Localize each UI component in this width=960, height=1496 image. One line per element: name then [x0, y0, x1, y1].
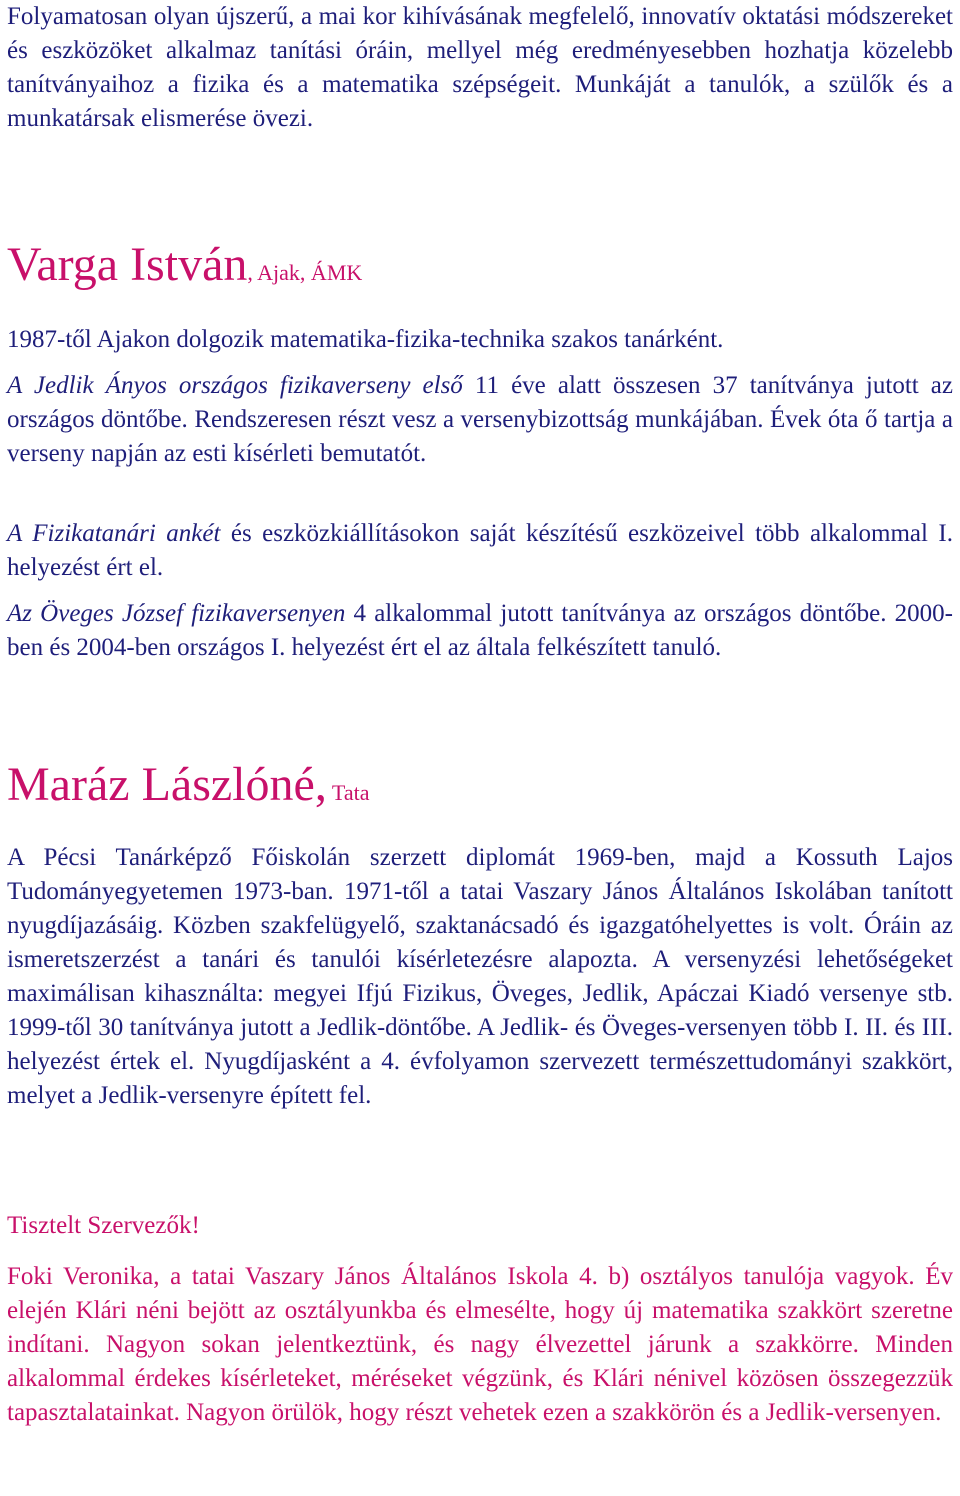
varga-paragraph-2	[7, 369, 953, 471]
jedlik-competition-name: A Jedlik Ányos országos fizikaverseny első	[7, 372, 463, 399]
fizikatanari-anket-name: A Fizikatanári ankét	[7, 520, 221, 547]
letter-body: Foki Veronika, a tatai Vaszary János Általános Iskola 4. b) osztályos tanulója vagyok. Év elején Klári néni bejött az osztályunkba és elmesélte, hogy új matematika szakkört szeretne indítani. Nagyon sokan jelentkeztünk, és nagy élvezettel járunk a szakkörre. Minden alkalommal érdekes kísérleteket, méréseket végzünk, és Klári nénivel közösen összegezzük tapasztalatainkat. Nagyon örülök, hogy részt vehetek ezen a szakkörön és a Jedlik-versenyen.	[7, 1263, 953, 1426]
oveges-competition-name: Az Öveges József fizikaversenyen	[7, 600, 346, 627]
maraz-heading	[7, 757, 369, 813]
maraz-location: Tata	[326, 780, 370, 805]
varga-paragraph-3-text: és eszközkiállításokon saját készítésű eszközeivel több alkalommal I. helyezést ért el.	[7, 520, 953, 581]
varga-name: Varga István	[7, 238, 248, 291]
intro-paragraph: Folyamatosan olyan újszerű, a mai kor kihívásának megfelelő, innovatív oktatási módszereket és eszközöket alkalmaz tanítási óráin, mellyel még eredményesebben hozhatja közelebb tanítványaihoz a fizika és a matematika szépségeit. Munkáját a tanulók, a szülők és a munkatársak elismerése övezi.	[7, 3, 953, 132]
varga-paragraph-4-text: 4 alkalommal jutott tanítványa az országos döntőbe. 2000-ben és 2004-ben országos I. helyezést ért el az általa felkészített tanuló.	[7, 600, 953, 661]
varga-paragraph-3	[7, 517, 953, 585]
maraz-paragraph: A Pécsi Tanárképző Főiskolán szerzett diplomát 1969-ben, majd a Kossuth Lajos Tudományegyetemen 1973-ban. 1971-től a tatai Vaszary János Általános Iskolában tanított nyugdíjazásáig. Közben szakfelügyelő, szaktanácsadó és igazgatóhelyettes is volt. Óráin az ismeretszerzést a tanári és tanulói kísérletezésre alapozta. A versenyzési lehetőségeket maximálisan kihasználta: megyei Ifjú Fizikus, Öveges, Jedlik, Apáczai Kiadó versenye stb. 1999-től 30 tanítványa jutott a Jedlik-döntőbe. A Jedlik- és Öveges-versenyen több I. II. és III. helyezést értek el. Nyugdíjasként a 4. évfolyamon szervezett természettudományi szakkört, melyet a Jedlik-versenyre épített fel.	[7, 844, 953, 1109]
letter-salutation: Tisztelt Szervezők!	[7, 1212, 200, 1239]
varga-paragraph-4	[7, 597, 953, 665]
varga-location: , Ajak, ÁMK	[247, 260, 363, 285]
varga-paragraph-1: 1987-től Ajakon dolgozik matematika-fizika-technika szakos tanárként.	[7, 326, 724, 353]
maraz-name: Maráz Lászlóné,	[7, 758, 327, 811]
varga-paragraph-2-text: 11 éve alatt összesen 37 tanítványa jutott az országos döntőbe. Rendszeresen részt vesz a versenybizottság munkájában. Évek óta ő tartja a verseny napján az esti kísérleti bemutatót.	[7, 372, 954, 467]
varga-heading	[7, 237, 362, 293]
